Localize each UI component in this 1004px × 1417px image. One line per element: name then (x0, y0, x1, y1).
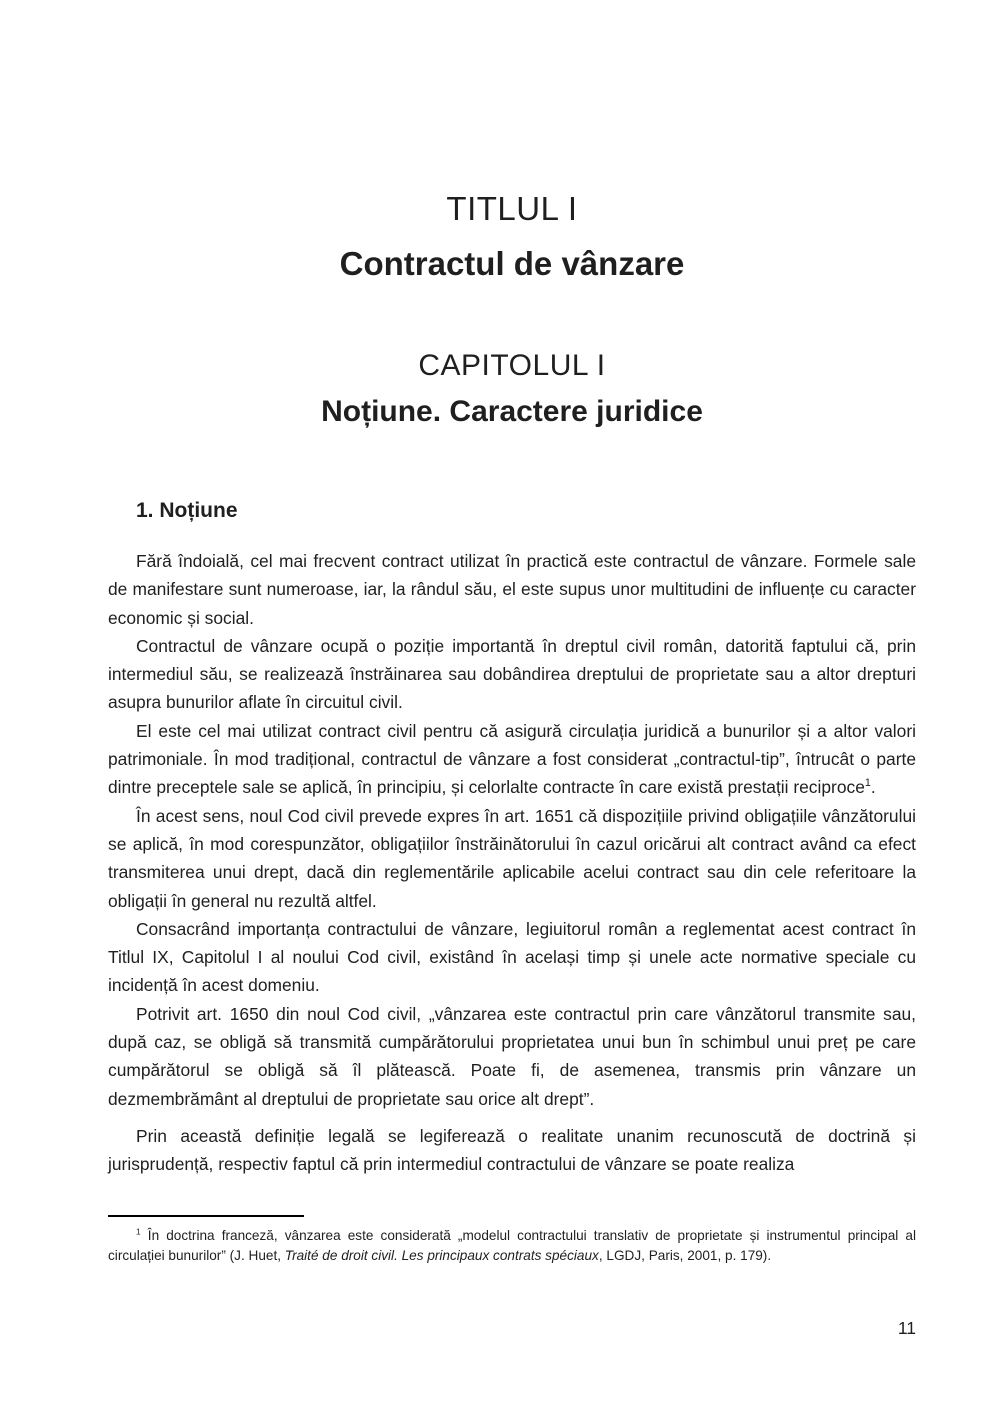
paragraph-text: Prin această definiție legală se legiferează o realitate unanim recunoscută de doctrină și jurisprudență, respectiv faptul că prin intermediul contractului de vânzare se poate realiza (108, 1125, 916, 1175)
paragraph (108, 547, 916, 632)
footnote-text: , LGDJ, Paris, 2001, p. 179). (598, 1248, 772, 1264)
paragraph-text: . (870, 777, 876, 798)
paragraph (108, 632, 916, 717)
paragraph (108, 802, 916, 915)
paragraph (108, 717, 916, 802)
paragraph (108, 915, 916, 1000)
paragraph-text: În acest sens, noul Cod civil prevede expres în art. 1651 că dispozițiile privind obligațiile vânzătorului se aplică, în mod corespunzător, obligațiilor înstrăinătorului în cazul oricărui alt contract având ca efect transmiterea unui drept, dacă din reglementările aplicabile acelui contract sau din cele referitoare la obligații în general nu rezultă altfel. (108, 805, 916, 911)
footnote-reference: 1 (864, 777, 871, 790)
page-number: 11 (897, 1318, 916, 1338)
title-heading: TITLUL I (446, 190, 578, 227)
footnote-marker: 1 (136, 1226, 141, 1236)
paragraph-text: Potrivit art. 1650 din noul Cod civil, „vânzarea este contractul prin care vânzătorul transmite sau, după caz, se obligă să transmită cumpărătorului proprietatea unui bun în schimbul unui preț pe care cumpărătorul se obligă să îl plătească. Poate fi, de asemenea, transmis prin vânzare un dezmembrământ al dreptului de proprietate sau orice alt drept”. (108, 1003, 916, 1109)
footnote-italic-citation: Traité de droit civil. Les principaux contrats spéciaux (284, 1248, 599, 1264)
chapter-heading: CAPITOLUL I (418, 349, 606, 382)
page-content (108, 0, 916, 1267)
chapter-block (108, 349, 916, 429)
paragraph-text: Consacrând importanța contractului de vânzare, legiuitorul român a reglementat acest contract în Titlul IX, Capitolul I al noului Cod civil, existând în același timp și unele acte normative speciale cu incidență în acest domeniu. (108, 918, 916, 996)
footnote-separator-rule (108, 1215, 304, 1217)
footnote-text: În doctrina franceză, vânzarea este considerată „modelul contractului translativ de proprietate și instrumentul principal al circulației bunurilor” (J. Huet, (108, 1227, 916, 1264)
chapter-subheading: Noțiune. Caractere juridice (321, 395, 703, 428)
section-heading: 1. Noțiune (136, 499, 238, 522)
body-text (108, 547, 916, 1179)
title-block (108, 190, 916, 283)
paragraph-text: Fără îndoială, cel mai frecvent contract utilizat în practică este contractul de vânzare. Formele sale de manifestare sunt numeroase, iar, la rândul său, el este supus unor multitudini de influențe cu caracter economic și social. (108, 551, 916, 628)
title-subheading: Contractul de vânzare (339, 245, 685, 282)
footnote (108, 1226, 916, 1267)
paragraph (108, 1122, 916, 1179)
footnote-paragraph (108, 1226, 916, 1267)
paragraph-text: El este cel mai utilizat contract civil pentru că asigură circulația juridică a bunurilor și a altor valori patrimoniale. În mod tradițional, contractul de vânzare a fost considerat „contractul-tip”, întrucât o parte dintre preceptele sale se aplică, în principiu, și celorlalte contracte în care există prestații reciproce (108, 720, 916, 798)
paragraph (108, 1000, 916, 1113)
paragraph-text: Contractul de vânzare ocupă o poziție importantă în dreptul civil român, datorită faptului că, prin intermediul său, se realizează înstrăinarea sau dobândirea dreptului de proprietate sau a altor drepturi asupra bunurilor aflate în circuitul civil. (108, 635, 916, 713)
